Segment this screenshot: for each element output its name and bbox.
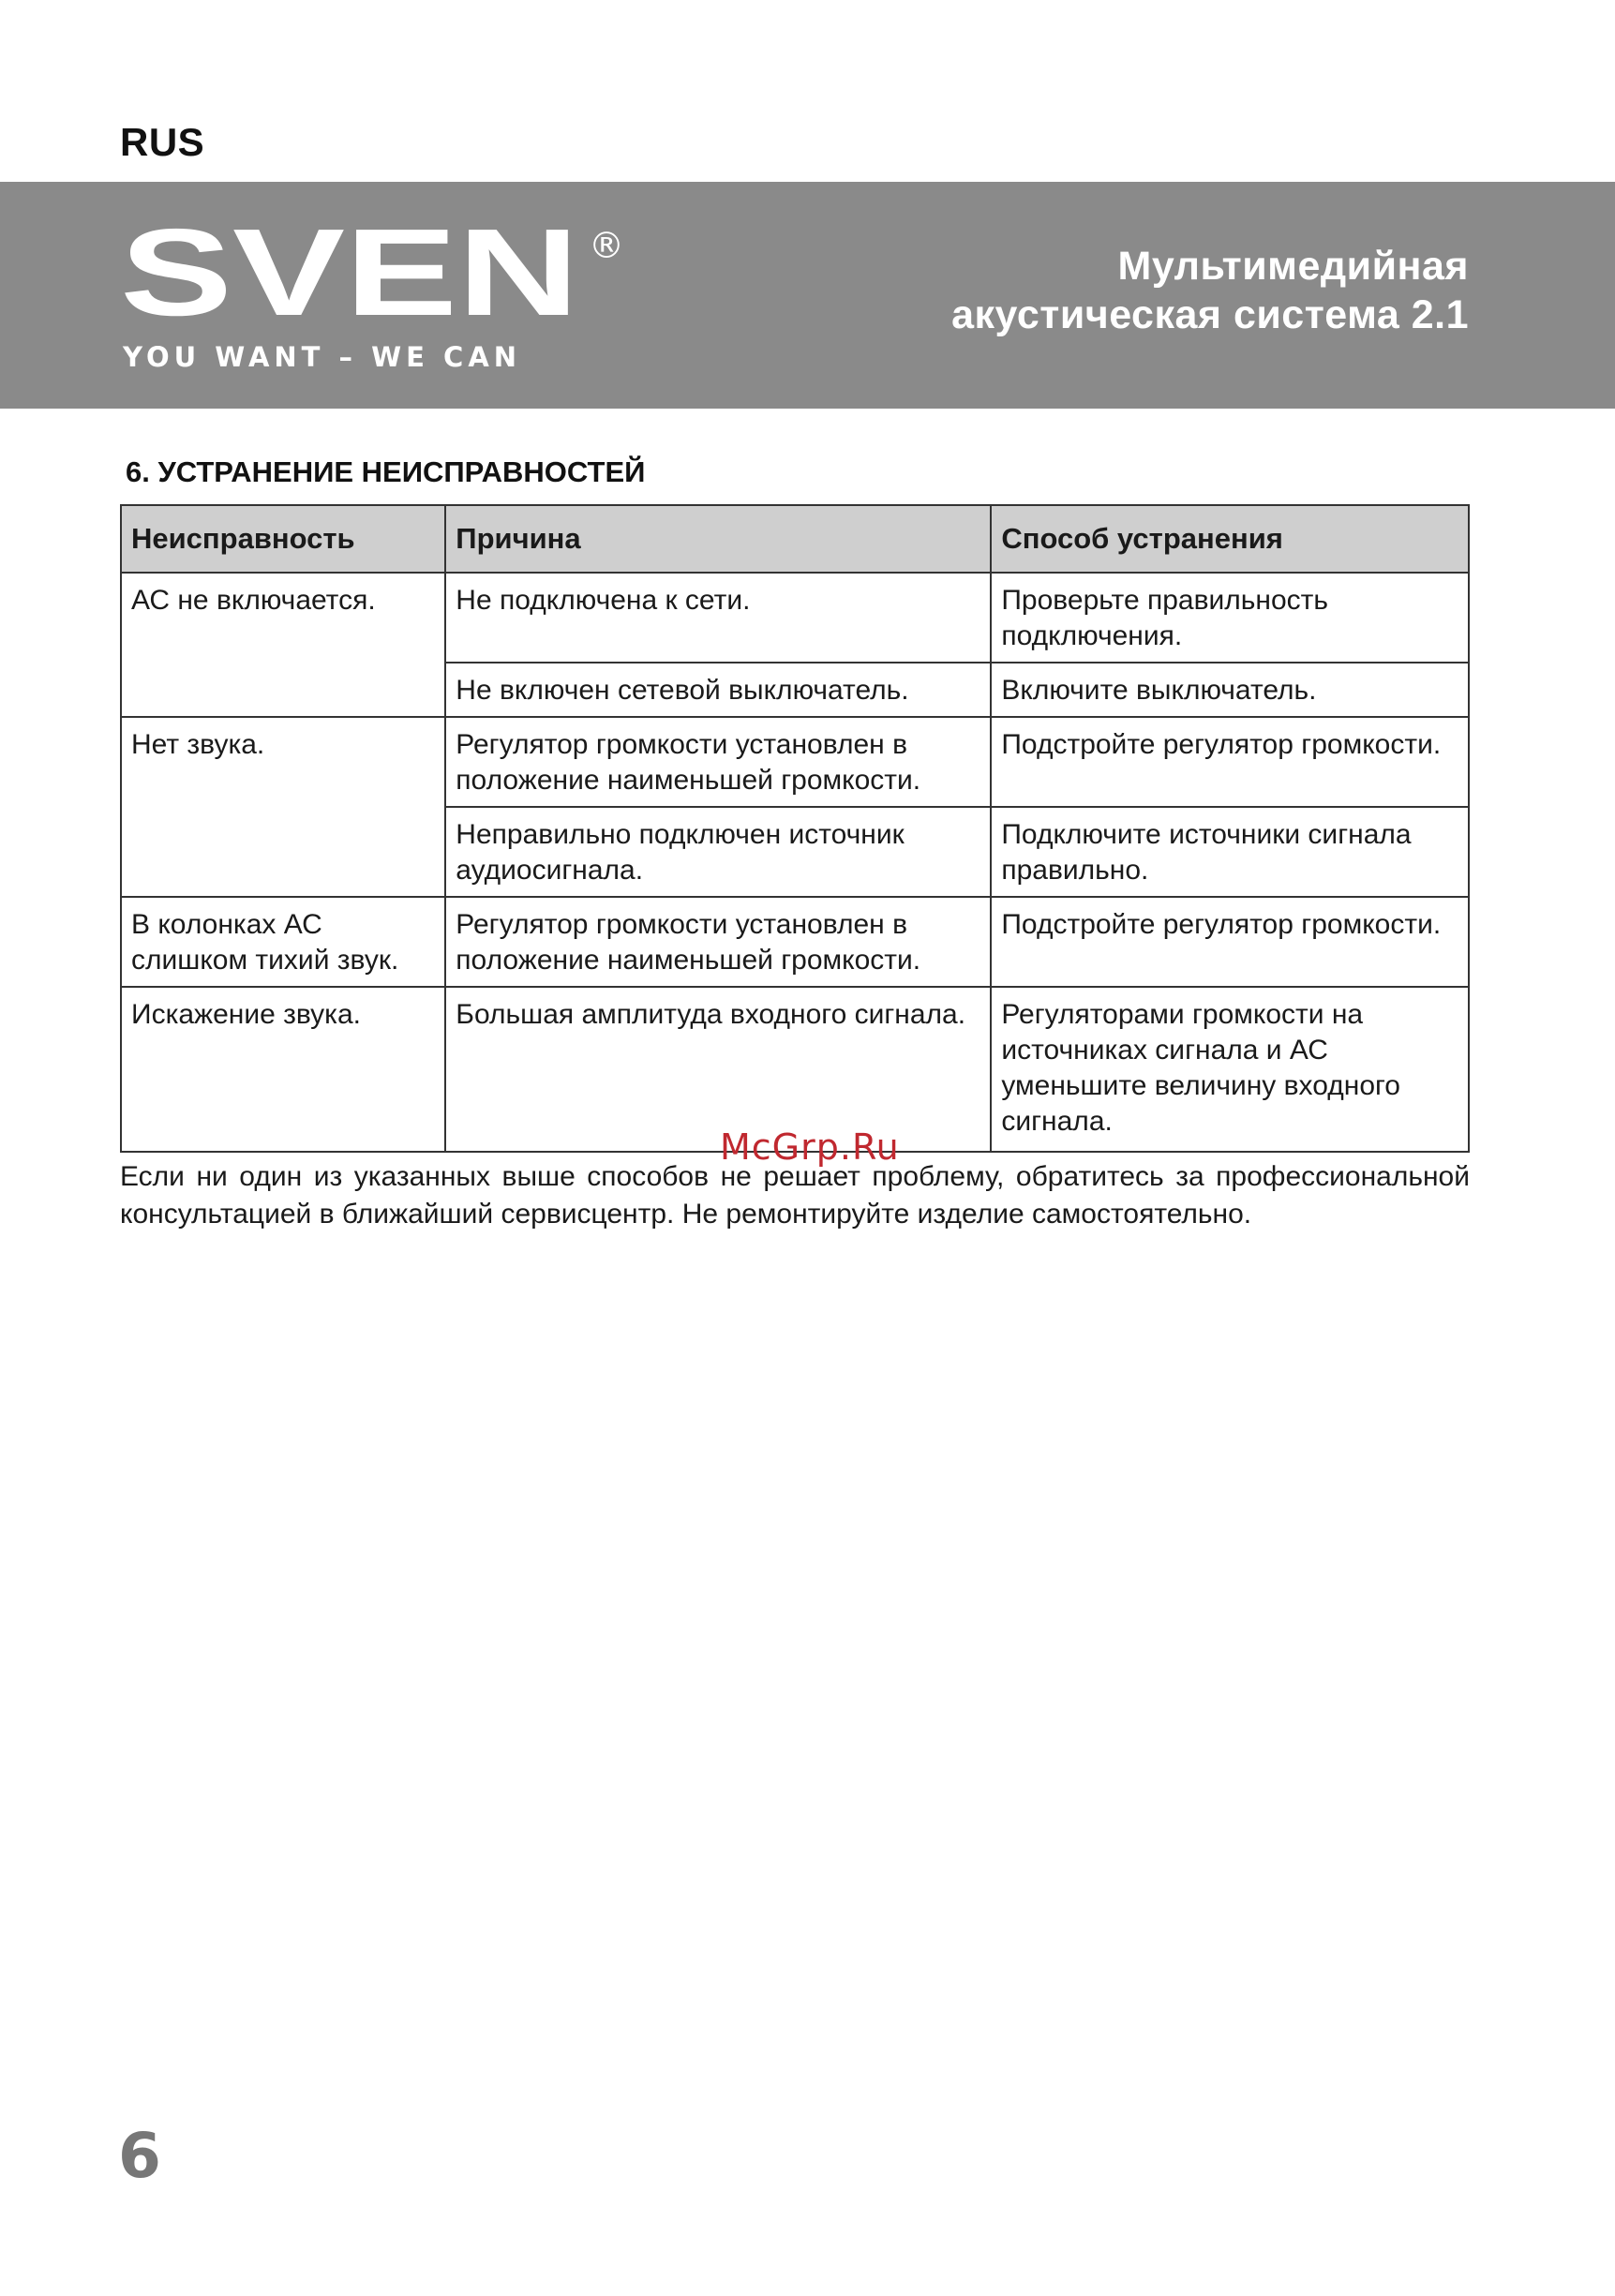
sven-logo bbox=[120, 221, 589, 324]
table-header-row bbox=[121, 505, 1469, 573]
brand-tagline: YOU WANT – WE CAN bbox=[123, 341, 522, 373]
remedy-cell: Подстройте регулятор громкости. bbox=[991, 717, 1469, 807]
remedy-cell: Подстройте регулятор громкости. bbox=[991, 897, 1469, 987]
fault-cell: АС не включается. bbox=[121, 573, 445, 717]
cause-cell: Не подключена к сети. bbox=[445, 573, 991, 663]
cause-cell: Не включен сетевой выключатель. bbox=[445, 663, 991, 717]
remedy-cell: Проверьте правильность подключения. bbox=[991, 573, 1469, 663]
language-label: RUS bbox=[120, 120, 205, 164]
cause-cell: Регулятор громкости установлен в положение наименьшей громкости. bbox=[445, 897, 991, 987]
registered-mark-icon: ® bbox=[589, 225, 624, 266]
header-cause: Причина bbox=[445, 505, 991, 573]
remedy-cell: Включите выключатель. bbox=[991, 663, 1469, 717]
product-title-line2: акустическая система 2.1 bbox=[951, 292, 1469, 337]
table-row bbox=[121, 717, 1469, 807]
section-title: 6. УСТРАНЕНИЕ НЕИСПРАВНОСТЕЙ bbox=[126, 455, 646, 488]
watermark: McGrp.Ru bbox=[720, 1126, 900, 1168]
troubleshooting-table bbox=[120, 504, 1470, 1153]
note-paragraph: Если ни один из указанных выше способов не решает проблему, обратитесь за профессиональной консультацией в ближайший сервисцентр. Не ремонтируйте изделие самостоятельно. bbox=[120, 1161, 1470, 1230]
header-remedy: Способ устранения bbox=[991, 505, 1469, 573]
table-row bbox=[121, 897, 1469, 987]
product-title bbox=[951, 242, 1469, 339]
cause-cell: Большая амплитуда входного сигнала. bbox=[445, 987, 991, 1152]
remedy-cell: Регуляторами громкости на источниках сигнала и АС уменьшите величину входного сигнала. bbox=[991, 987, 1469, 1152]
cause-cell: Регулятор громкости установлен в положение наименьшей громкости. bbox=[445, 717, 991, 807]
header-fault: Неисправность bbox=[121, 505, 445, 573]
remedy-cell: Подключите источники сигнала правильно. bbox=[991, 807, 1469, 897]
svg-text:SVEN: SVEN bbox=[120, 221, 579, 324]
table-row bbox=[121, 573, 1469, 663]
page-number: 6 bbox=[118, 2120, 161, 2192]
fault-cell: Искажение звука. bbox=[121, 987, 445, 1152]
cause-cell: Неправильно подключен источник аудиосигнала. bbox=[445, 807, 991, 897]
fault-cell: Нет звука. bbox=[121, 717, 445, 897]
fault-cell: В колонках АС слишком тихий звук. bbox=[121, 897, 445, 987]
product-title-line1: Мультимедийная bbox=[1117, 244, 1469, 289]
